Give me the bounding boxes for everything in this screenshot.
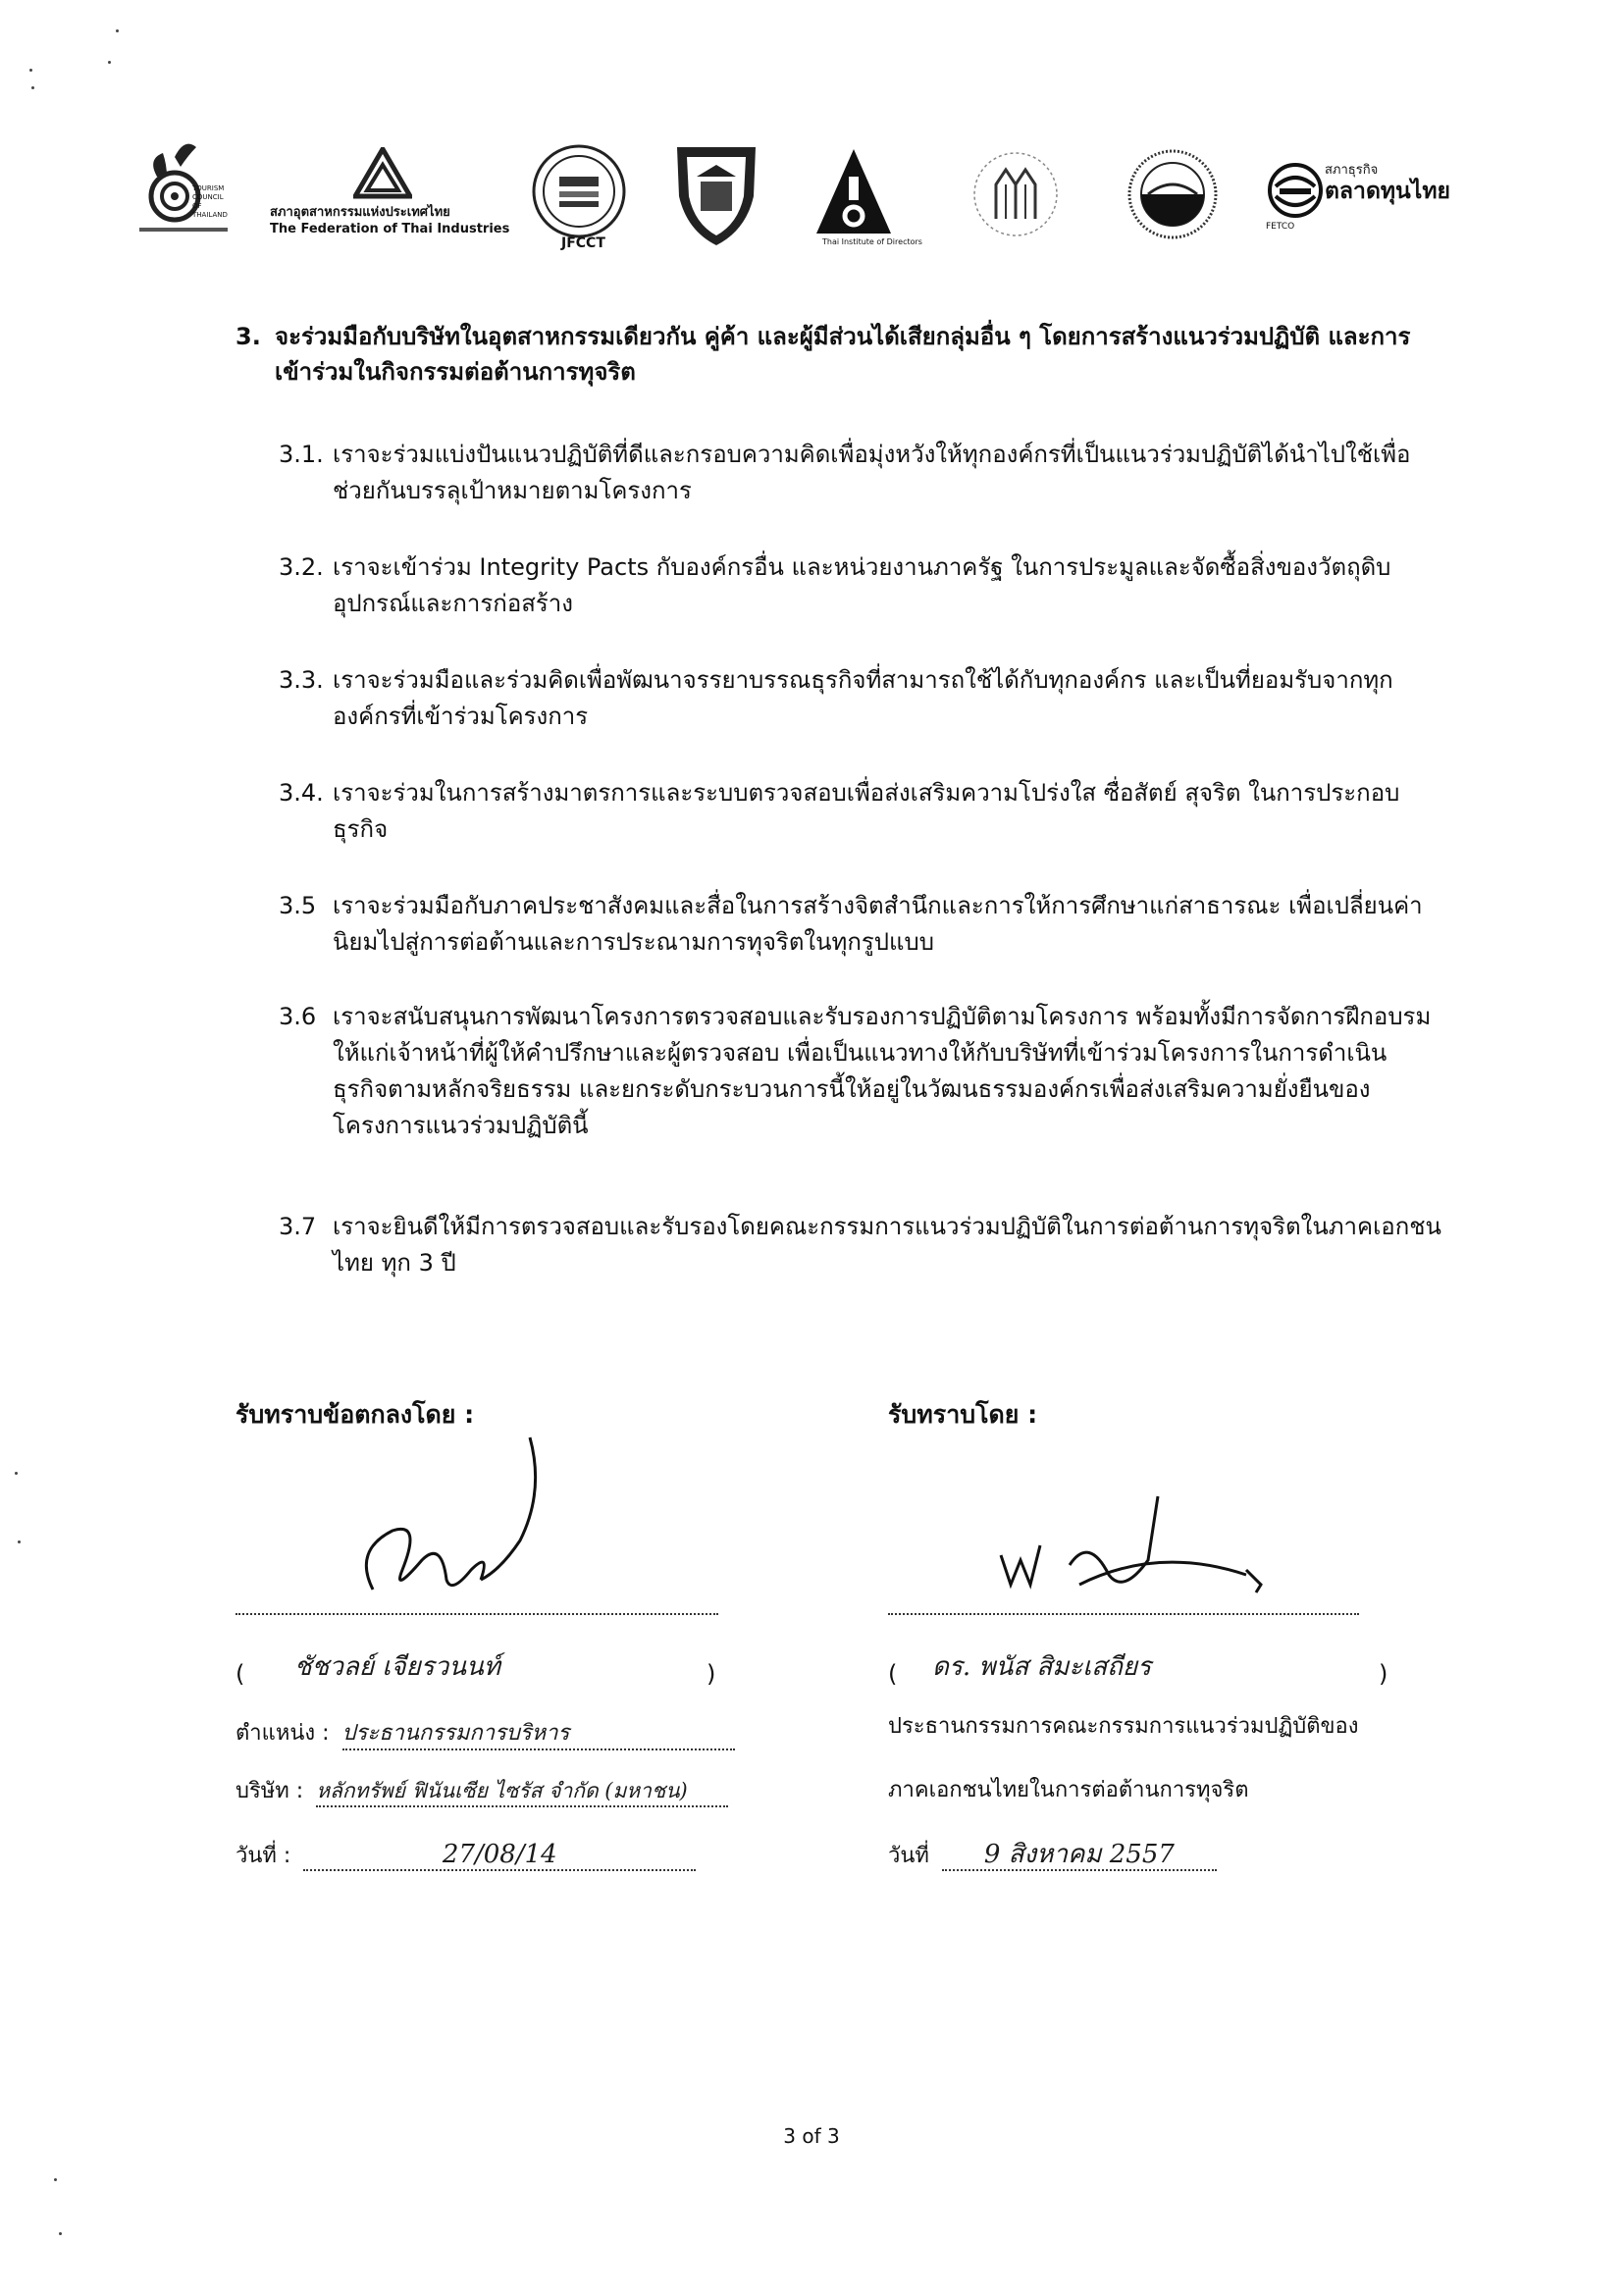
bank-association-logo <box>962 145 1070 243</box>
scan-speck <box>59 2232 62 2235</box>
fti-caption-en: The Federation of Thai Industries <box>270 222 510 236</box>
set-caption-small: สภาธุรกิจ <box>1325 163 1379 178</box>
fti-caption <box>270 204 509 237</box>
item-text: เราจะร่วมในการสร้างมาตรการและระบบตรวจสอบเพื่อส่งเสริมความโปร่งใส ซื่อสัตย์ สุจริต ในการประกอบธุรกิจ <box>333 779 1400 843</box>
section-number: 3. <box>236 323 261 350</box>
position-label: ตำแหน่ง : <box>236 1721 330 1746</box>
listed-companies-logo <box>1119 145 1227 243</box>
scan-speck <box>29 69 32 72</box>
partner-logos-row <box>137 137 1492 255</box>
tourism-council-caption: TOURISM COUNCIL OF THAILAND <box>192 184 228 219</box>
right-open-paren: ( <box>888 1660 898 1688</box>
item-text: เราจะร่วมแบ่งปันแนวปฏิบัติที่ดีและกรอบความคิดเพื่อมุ่งหวังให้ทุกองค์กรที่เป็นแนวร่วมปฏิบัติได้นำไปใช้เพื่อช่วยกันบรรลุเป้าหมายตามโครงการ <box>333 441 1411 504</box>
item-number: 3.6 <box>279 1003 317 1030</box>
item-number: 3.5 <box>279 892 317 919</box>
jfcct-caption: JFCCT <box>561 235 605 251</box>
fti-logo <box>353 147 412 201</box>
right-signature-heading: รับทราบโดย : <box>888 1400 1038 1429</box>
item-text: เราจะร่วมมือและร่วมคิดเพื่อพัฒนาจรรยาบรรณธุรกิจที่สามารถใช้ได้กับทุกองค์กร และเป็นที่ยอมรับจากทุกองค์กรที่เข้าร่วมโครงการ <box>333 666 1393 730</box>
iod-caption: Thai Institute of Directors <box>822 237 922 246</box>
section-heading: จะร่วมมือกับบริษัทในอุตสาหกรรมเดียวกัน คู่ค้า และผู้มีส่วนได้เสียกลุ่มอื่น ๆ โดยการสร้างแนวร่วมปฏิบัติ และการเข้าร่วมในกิจกรรมต่อต้านการทุจริต <box>275 323 1411 386</box>
shield-logo <box>667 137 765 250</box>
jfcct-logo <box>530 137 628 250</box>
left-signature-line <box>236 1594 718 1624</box>
right-close-paren: ) <box>1379 1660 1388 1688</box>
right-date-row <box>888 1840 1217 1871</box>
right-title-line2: ภาคเอกชนไทยในการต่อต้านการทุจริต <box>888 1778 1249 1802</box>
scan-speck <box>15 1472 18 1475</box>
item-number: 3.2. <box>279 553 324 581</box>
left-signature-heading: รับทราบข้อตกลงโดย : <box>236 1400 475 1429</box>
item-text: เราจะร่วมมือกับภาคประชาสังคมและสื่อในการสร้างจิตสำนึกและการให้การศึกษาแก่สาธารณะ เพื่อเปลี่ยนค่านิยมไปสู่การต่อต้านและการประณามการทุจริตในทุกรูปแบบ <box>333 892 1423 956</box>
item-number: 3.3. <box>279 666 324 694</box>
scan-speck <box>116 29 119 32</box>
left-company-row <box>236 1776 728 1807</box>
fti-caption-th: สภาอุตสาหกรรมแห่งประเทศไทย <box>270 205 450 220</box>
right-signer-name: ดร. พนัส สิมะเสถียร <box>932 1652 1152 1682</box>
company-value: หลักทรัพย์ ฟินันเซีย ไซรัส จำกัด (มหาชน) <box>316 1776 728 1807</box>
date-value: 9 สิงหาคม 2557 <box>942 1840 1217 1871</box>
left-date-row <box>236 1840 696 1871</box>
left-signer-name: ชัชวลย์ เจียรวนนท์ <box>294 1652 500 1682</box>
set-caption <box>1325 163 1450 204</box>
right-signature-line <box>888 1594 1359 1624</box>
item-number: 3.1. <box>279 441 324 468</box>
position-value: ประธานกรรมการบริหาร <box>342 1719 735 1750</box>
set-caption-big: ตลาดทุนไทย <box>1325 179 1450 204</box>
fetco-caption: FETCO <box>1266 222 1295 232</box>
left-signature-scribble <box>334 1433 569 1613</box>
company-label: บริษัท : <box>236 1779 304 1803</box>
iod-logo <box>814 147 893 235</box>
date-label: วันที่ : <box>236 1844 291 1868</box>
left-close-paren: ) <box>707 1660 716 1688</box>
item-number: 3.4. <box>279 779 324 807</box>
left-position-row <box>236 1719 735 1750</box>
scan-speck <box>31 86 34 89</box>
item-text: เราจะยินดีให้มีการตรวจสอบและรับรองโดยคณะกรรมการแนวร่วมปฏิบัติในการต่อต้านการทุจริตในภาคเอกชนไทย ทุก 3 ปี <box>333 1213 1441 1277</box>
right-title-line1: ประธานกรรมการคณะกรรมการแนวร่วมปฏิบัติของ <box>888 1714 1359 1739</box>
scan-speck <box>18 1540 21 1543</box>
date-value: 27/08/14 <box>303 1840 696 1871</box>
date-label: วันที่ <box>888 1844 929 1868</box>
item-number: 3.7 <box>279 1213 317 1240</box>
page-number: 3 of 3 <box>783 2124 840 2148</box>
scan-speck <box>54 2178 57 2181</box>
scan-speck <box>108 61 111 64</box>
left-open-paren: ( <box>236 1660 245 1688</box>
item-text: เราจะเข้าร่วม Integrity Pacts กับองค์กรอื่น และหน่วยงานภาครัฐ ในการประมูลและจัดซื้อสิ่งของวัตถุดิบอุปกรณ์และการก่อสร้าง <box>333 553 1391 617</box>
item-text: เราจะสนับสนุนการพัฒนาโครงการตรวจสอบและรับรองการปฏิบัติตามโครงการ พร้อมทั้งมีการจัดการฝึกอบรมให้แก่เจ้าหน้าที่ผู้ให้คำปรึกษาและผู้ตรวจสอบ เพื่อเป็นแนวทางให้กับบริษัทที่เข้าร่วมโครงการในการดำเนินธุรกิจตามหลักจริยธรรม และยกระดับกระบวนการนี้ให้อยู่ในวัฒนธรรมองค์กรเพื่อส่งเสริมความยั่งยืนของโครงการแนวร่วมปฏิบัตินี้ <box>333 1003 1432 1139</box>
